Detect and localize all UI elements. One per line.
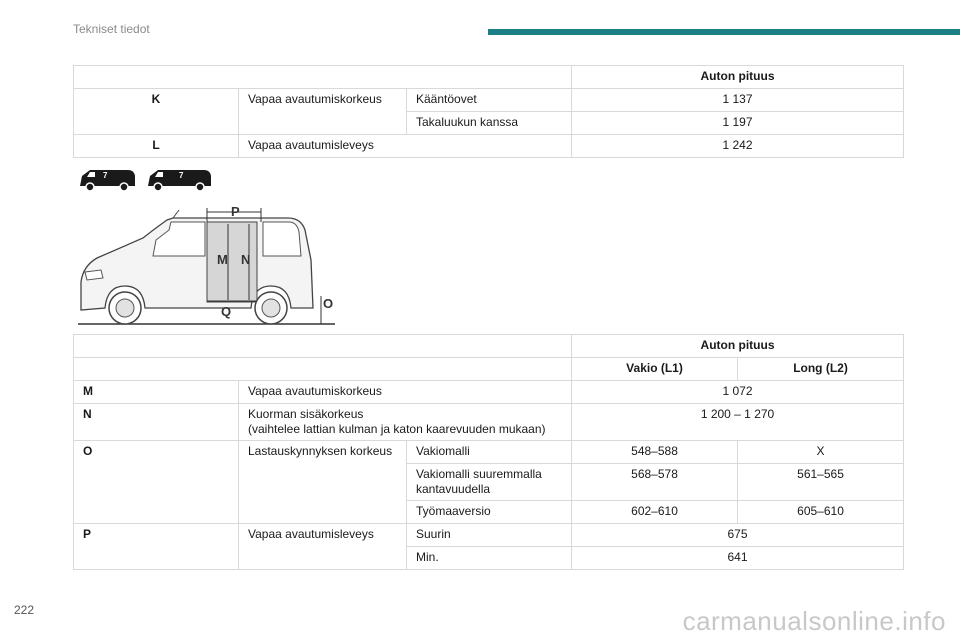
row-sublabel: Takaluukun kanssa [407, 112, 572, 135]
row-value: 675 [572, 524, 904, 547]
column-header-vehicle-length: Auton pituus [572, 335, 904, 358]
dimensions-table-m-p [73, 334, 904, 570]
table-row [74, 441, 904, 464]
seat-count-badge: 7 [103, 171, 108, 180]
column-header-long-l2: Long (L2) [738, 358, 904, 381]
row-code-k: K [74, 89, 239, 135]
table-cell [74, 358, 572, 381]
vehicle-type-icons [78, 166, 218, 194]
table-row [74, 335, 904, 358]
row-value-l2: 561–565 [738, 464, 904, 501]
row-sublabel: Kääntöovet [407, 89, 572, 112]
table-row [74, 135, 904, 158]
table-row [74, 66, 904, 89]
row-value-l1: 568–578 [572, 464, 738, 501]
dimensions-table-k-l [73, 65, 904, 158]
table-cell [74, 66, 572, 89]
row-value: 1 200 – 1 270 [572, 404, 904, 441]
vehicle-side-diagram [73, 200, 373, 330]
row-label: Vapaa avautumiskorkeus [239, 89, 407, 135]
row-value-l2: 605–610 [738, 501, 904, 524]
van-short-icon [80, 170, 135, 191]
dimension-label-n: N [241, 252, 251, 267]
row-value-l1: 548–588 [572, 441, 738, 464]
column-header-standard-l1: Vakio (L1) [572, 358, 738, 381]
row-sublabel [407, 464, 572, 501]
header-accent-bar [488, 29, 960, 35]
table-row [74, 404, 904, 441]
column-header-vehicle-length: Auton pituus [572, 66, 904, 89]
row-label: Vapaa avautumisleveys [239, 135, 572, 158]
dimension-label-o: O [323, 296, 334, 311]
row-label-main: Kuorman sisäkorkeus [248, 407, 364, 421]
row-code-p: P [74, 524, 239, 570]
van-long-icon [148, 170, 211, 191]
row-value: 641 [572, 547, 904, 570]
watermark: carmanualsonline.info [682, 606, 946, 636]
row-sublabel: Vakiomalli [407, 441, 572, 464]
row-value: 1 072 [572, 381, 904, 404]
row-label: Vapaa avautumiskorkeus [239, 381, 572, 404]
row-code-m: M [74, 381, 239, 404]
dimension-label-p: P [231, 204, 240, 219]
row-label [239, 404, 572, 441]
row-value: 1 197 [572, 112, 904, 135]
row-value: 1 137 [572, 89, 904, 112]
page-number: 222 [14, 603, 35, 617]
row-label-note: (vaihtelee lattian kulman ja katon kaarevuuden mukaan) [248, 422, 546, 436]
row-sublabel: Min. [407, 547, 572, 570]
row-sublabel: Suurin [407, 524, 572, 547]
seat-count-badge: 7 [179, 171, 184, 180]
section-title: Tekniset tiedot [73, 22, 150, 36]
table-row [74, 358, 904, 381]
row-code-l: L [74, 135, 239, 158]
row-label: Vapaa avautumisleveys [239, 524, 407, 570]
table-row [74, 381, 904, 404]
row-sublabel: Työmaaversio [407, 501, 572, 524]
row-label: Lastauskynnyksen korkeus [239, 441, 407, 524]
table-row [74, 524, 904, 547]
table-cell [74, 335, 572, 358]
row-code-n: N [74, 404, 239, 441]
dimension-label-q: Q [221, 304, 232, 319]
dimension-label-m: M [217, 252, 228, 267]
row-value: 1 242 [572, 135, 904, 158]
row-code-o: O [74, 441, 239, 524]
row-value-l1: 602–610 [572, 501, 738, 524]
row-sublabel-line: Vakiomalli suuremmalla [416, 467, 542, 481]
table-row [74, 89, 904, 112]
row-sublabel-line: kantavuudella [416, 482, 491, 496]
row-value-l2: X [738, 441, 904, 464]
